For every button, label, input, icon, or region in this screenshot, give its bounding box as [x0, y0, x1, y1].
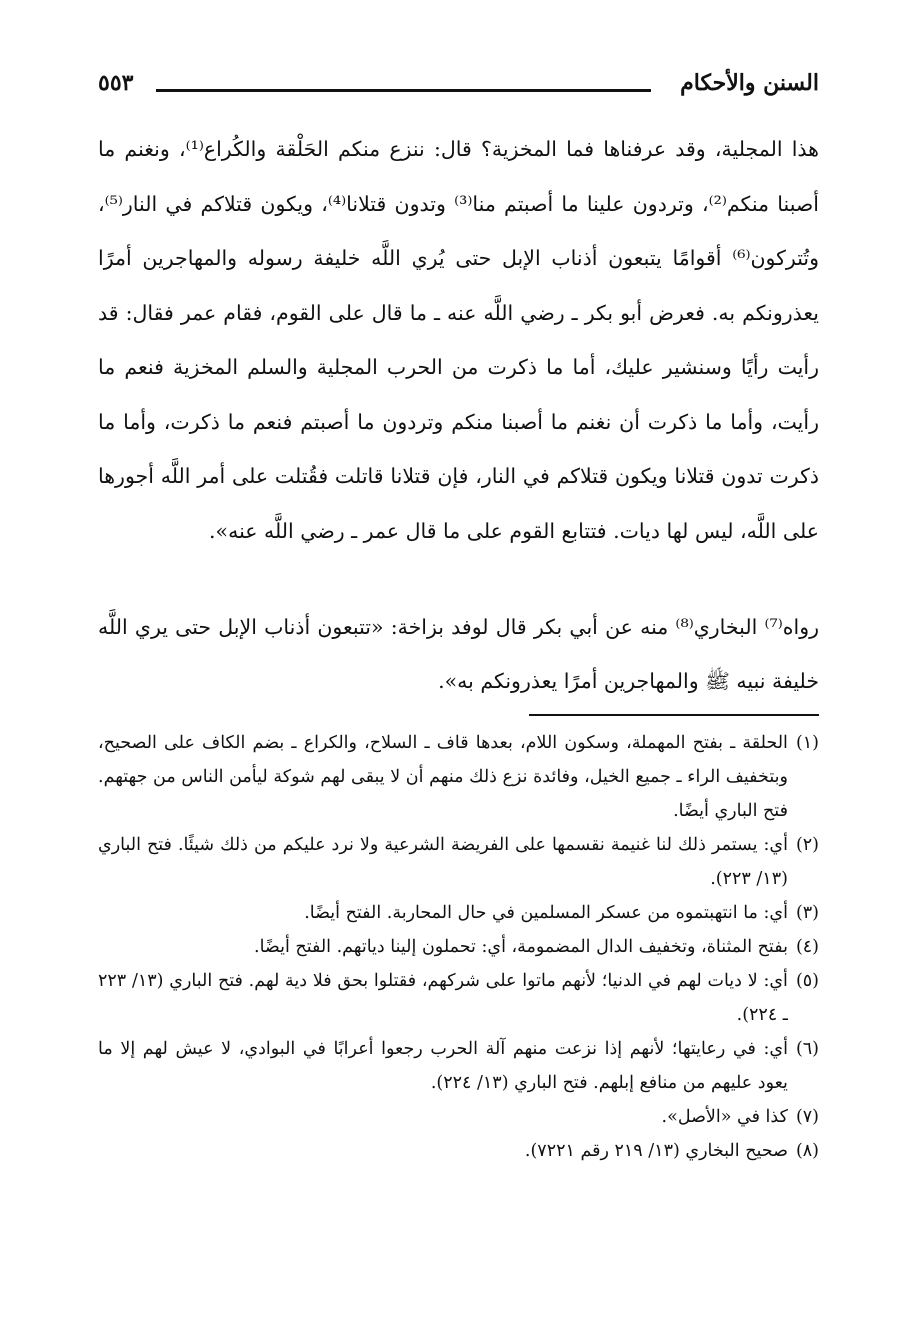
footnote-number: (٤)	[795, 937, 819, 957]
footnote-2	[98, 828, 819, 896]
narration-block	[98, 600, 819, 708]
footnote-4	[98, 930, 819, 964]
footnote-text: الحلقة ـ بفتح المهملة، وسكون اللام، بعدها قاف ـ السلاح، والكراع ـ بضم الكاف على الصحيح، وبتخفيف الراء ـ جميع الخيل، وفائدة نزع ذلك منهم أن لا يبقى لهم شوكة ليأمن الناس من جهتهم. فتح الباري أيضًا.	[98, 733, 788, 821]
header-rule	[156, 89, 651, 92]
footnote-text: بفتح المثناة، وتخفيف الدال المضمومة، أي: تحملون إلينا دياتهم. الفتح أيضًا.	[254, 937, 788, 957]
main-text	[98, 122, 819, 558]
footnote-3	[98, 896, 819, 930]
footnote-text: أي: يستمر ذلك لنا غنيمة نقسمها على الفريضة الشرعية ولا نرد عليكم من ذلك شيئًا. فتح الباري (١٣/ ٢٢٣).	[98, 835, 788, 889]
footnote-6	[98, 1032, 819, 1100]
footnote-number: (٦)	[795, 1039, 819, 1059]
footnote-text: صحيح البخاري (١٣/ ٢١٩ رقم ٧٢٢١).	[524, 1141, 788, 1161]
footnote-number: (١)	[795, 733, 819, 753]
footnote-text: كذا في «الأصل».	[661, 1107, 788, 1127]
footnote-text: أي: ما انتهبتموه من عسكر المسلمين في حال المحاربة. الفتح أيضًا.	[304, 903, 788, 923]
footnote-1	[98, 726, 819, 828]
footnote-number: (٨)	[795, 1141, 819, 1161]
footnote-text: أي: في رعايتها؛ لأنهم إذا نزعت منهم آلة الحرب رجعوا أعرابًا في البوادي، لا عيش لهم إلا ما يعود عليهم من منافع إبلهم. فتح الباري (١٣/ ٢٢٤).	[98, 1039, 788, 1093]
footnote-number: (٥)	[795, 971, 819, 991]
footnotes	[98, 726, 819, 1168]
narration-paragraph: رواه⁽⁷⁾ البخاري⁽⁸⁾ منه عن أبي بكر قال لوفد بزاخة: «تتبعون أذناب الإبل حتى يري اللَّه خليفة نبيه ﷺ والمهاجرين أمرًا يعذرونكم به».	[98, 615, 819, 693]
footnote-number: (٧)	[795, 1107, 819, 1127]
running-title: السنن والأحكام	[680, 70, 819, 96]
footnote-separator	[529, 714, 819, 716]
footnote-8	[98, 1134, 819, 1168]
page-header	[98, 68, 819, 108]
footnote-number: (٢)	[795, 835, 819, 855]
footnote-text: أي: لا ديات لهم في الدنيا؛ لأنهم ماتوا على شركهم، فقتلوا بحق فلا دية لهم. فتح الباري (١٣/ ٢٢٣ ـ ٢٢٤).	[98, 971, 788, 1025]
footnote-7	[98, 1100, 819, 1134]
footnote-5	[98, 964, 819, 1032]
footnote-number: (٣)	[795, 903, 819, 923]
main-paragraph: هذا المجلية، وقد عرفناها فما المخزية؟ قال: ننزع منكم الحَلْقة والكُراع⁽¹⁾، ونغنم ما أصبنا منكم⁽²⁾، وتردون علينا ما أصبتم منا⁽³⁾ وتدون قتلانا⁽⁴⁾، ويكون قتلاكم في النار⁽⁵⁾، وتُتركون⁽⁶⁾ أقوامًا يتبعون أذناب الإبل حتى يُري اللَّه خليفة رسوله والمهاجرين أمرًا يعذرونكم به. فعرض أبو بكر ـ رضي اللَّه عنه ـ ما قال على القوم، فقام عمر فقال: قد رأيت رأيًا وسنشير عليك، أما ما ذكرت من الحرب المجلية والسلم المخزية فنعم ما رأيت، وأما ما ذكرت أن نغنم ما أصبنا منكم وتردون ما أصبتم فنعم ما ذكرت، وأما ما ذكرت تدون قتلانا ويكون قتلاكم في النار، فإن قتلانا قاتلت فقُتلت على أمر اللَّه أجورها على اللَّه، ليس لها ديات. فتتابع القوم على ما قال عمر ـ رضي اللَّه عنه».	[98, 137, 820, 543]
page-number: ٥٥٣	[98, 70, 134, 96]
